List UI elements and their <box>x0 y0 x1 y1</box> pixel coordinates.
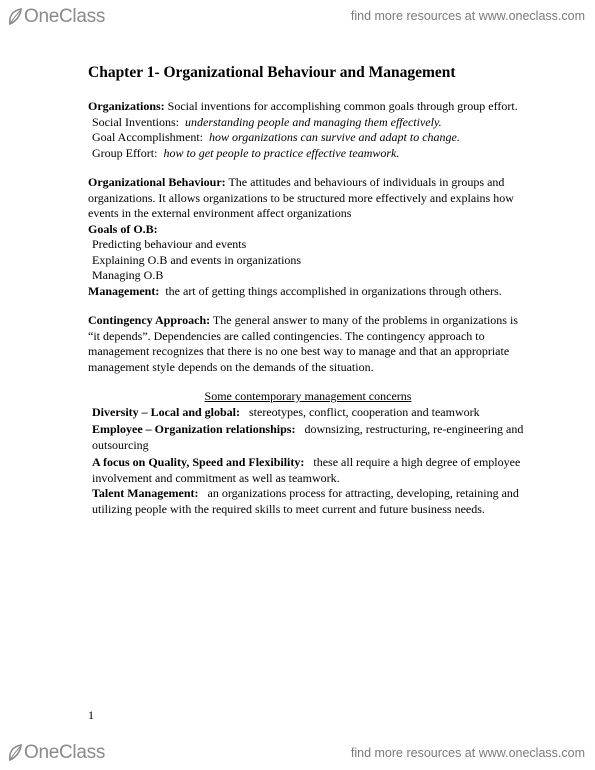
list-item <box>88 146 528 162</box>
brand-name: OneClass <box>24 6 106 27</box>
ob-definition: The attitudes and behaviours of individuals in groups and organizations. It allows organizations to be structured more effectively and explains how events in the external environment affect organizations <box>88 175 514 220</box>
item-definition: how to get people to practice effective teamwork. <box>163 145 400 160</box>
header-tagline-link[interactable]: find more resources at www.oneclass.com <box>350 9 585 23</box>
item-term: Talent Management: <box>92 486 199 500</box>
contingency-section <box>88 313 528 375</box>
item-term: Social Inventions: <box>92 114 179 129</box>
item-term: A focus on Quality, Speed and Flexibility: <box>92 455 305 469</box>
concerns-heading: Some contemporary management concerns <box>204 389 412 403</box>
management-definition: the art of getting things accomplished in organizations through others. <box>159 283 502 298</box>
organizations-definition: Social inventions for accomplishing common goals through group effort. <box>164 99 518 113</box>
list-item <box>88 486 528 517</box>
item-definition: understanding people and managing them effectively. <box>185 114 442 129</box>
document-page <box>88 64 528 531</box>
page-title: Chapter 1- Organizational Behaviour and Management <box>88 64 456 81</box>
item-definition: an organizations process for attracting, developing, retaining and utilizing people with the required skills to meet current and future business needs. <box>92 486 522 516</box>
item-definition: these all require a high degree of employee involvement and commitment as well as teamwork. <box>92 455 524 485</box>
item-term: Diversity – Local and global: <box>92 404 241 419</box>
list-item: Managing O.B <box>92 268 164 282</box>
item-term: Group Effort: <box>92 145 158 160</box>
organizations-term: Organizations: <box>88 99 165 113</box>
list-item <box>88 130 528 146</box>
page-number: 1 <box>88 708 94 722</box>
list-item <box>88 455 528 486</box>
item-definition: downsizing, restructuring, re-engineering and outsourcing <box>92 422 527 452</box>
list-item <box>88 422 528 453</box>
item-term: Goal Accomplishment: <box>92 130 203 144</box>
list-item: Explaining O.B and events in organizations <box>92 252 302 267</box>
organizations-section <box>88 99 528 161</box>
list-item <box>88 115 528 131</box>
management-term: Management: <box>88 283 160 298</box>
concerns-section <box>88 389 528 517</box>
leaf-icon <box>8 744 23 762</box>
list-item: Predicting behaviour and events <box>92 237 247 251</box>
oneclass-logo-footer[interactable] <box>8 742 105 764</box>
item-term: Employee – Organization relationships: <box>92 422 296 436</box>
ob-term: Organizational Behaviour: <box>88 175 226 189</box>
contingency-definition: The general answer to many of the problems in organizations is “it depends”. Dependencies are called contingencies. The contingency approach to management recognizes that there is no one best way to manage and that an appropriate management style depends on the demands of the situation. <box>88 313 518 374</box>
list-item <box>88 405 528 421</box>
footer-tagline-link[interactable]: find more resources at www.oneclass.com <box>350 746 585 760</box>
item-definition: how organizations can survive and adapt to change. <box>208 130 460 144</box>
goals-heading: Goals of O.B: <box>88 221 158 236</box>
oneclass-logo[interactable] <box>8 6 105 28</box>
item-definition: stereotypes, conflict, cooperation and teamwork <box>240 404 480 419</box>
brand-name: OneClass <box>24 742 106 763</box>
contingency-term: Contingency Approach: <box>88 313 211 327</box>
leaf-icon <box>8 8 23 26</box>
ob-section <box>88 175 528 299</box>
